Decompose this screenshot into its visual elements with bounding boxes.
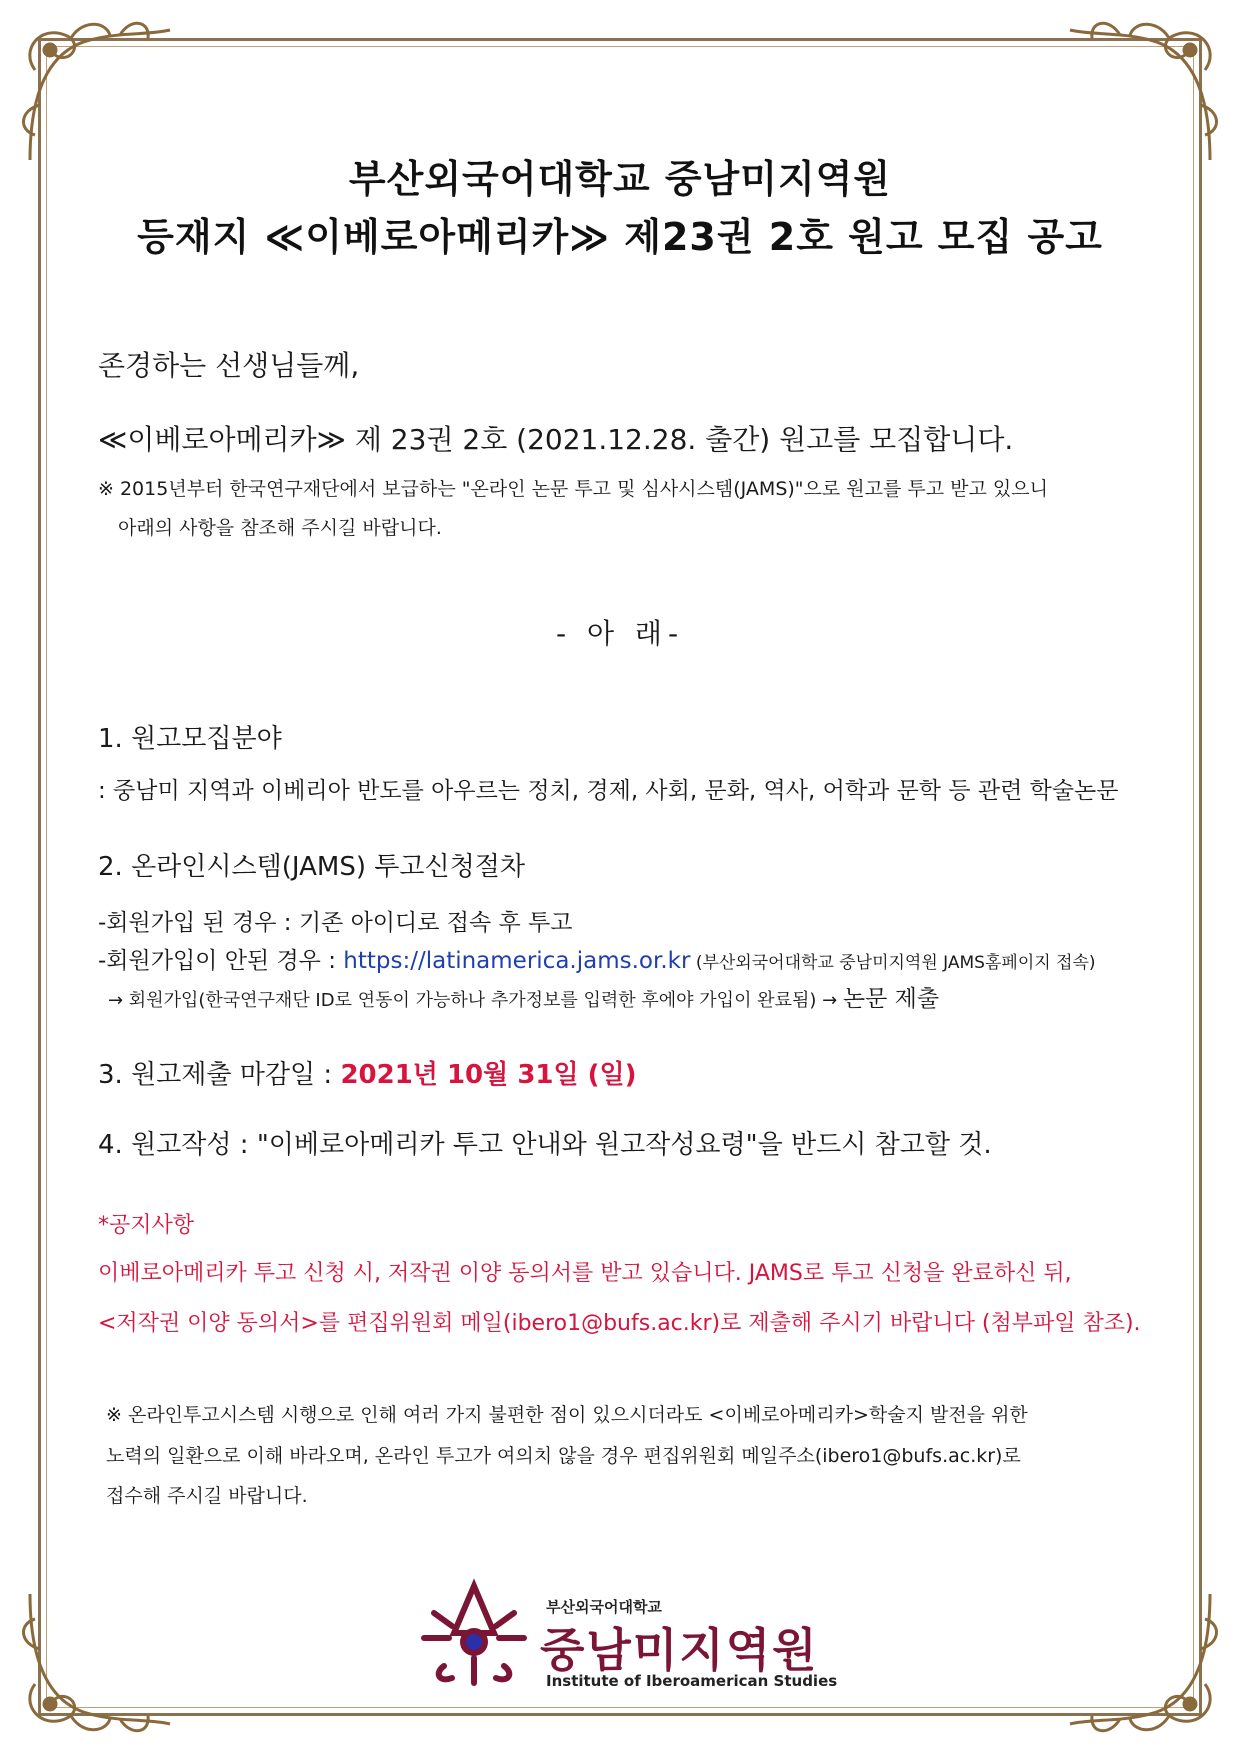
jams-link-note: (부산외국어대학교 중남미지역원 JAMS홈페이지 접속) — [690, 953, 1096, 973]
logo-university-name: 부산외국어대학교 — [546, 1598, 662, 1616]
intro-text: ≪이베로아메리카≫ 제 23권 2호 (2021.12.28. 출간) 원고를 모집합니다. — [98, 423, 1014, 456]
logo-institute-name: 중남미지역원 — [540, 1623, 819, 1677]
corner-ornament-icon — [10, 1574, 180, 1744]
notice-heading: *공지사항 — [98, 1213, 195, 1238]
section1-heading: 1. 원고모집분야 — [98, 724, 282, 754]
signup-steps-text: → 회원가입(한국연구재단 ID로 연동이 가능하나 추가정보를 입력한 후에야 가입이 완료됨) → — [108, 990, 843, 1011]
section2-heading: 2. 온라인시스템(JAMS) 투고신청절차 — [98, 852, 525, 882]
section2-nonmember-line — [98, 942, 1096, 975]
signup-steps-end: 논문 제출 — [842, 986, 940, 1012]
section4-guideline: 4. 원고작성 : "이베로아메리카 투고 안내와 원고작성요령"을 반드시 참고할 것. — [98, 1130, 992, 1160]
jams-link[interactable]: https://latinamerica.jams.or.kr — [343, 948, 691, 974]
page-title-line1: 부산외국어대학교 중남미지역원 — [348, 157, 892, 201]
footer-note-line2: 노력의 일환으로 이해 바라오며, 온라인 투고가 여의치 않을 경우 편집위원회 메일주소(ibero1@bufs.ac.kr)로 — [106, 1445, 1021, 1467]
footer-note-line3: 접수해 주시길 바랍니다. — [106, 1485, 308, 1507]
section2-signup-steps — [108, 980, 939, 1013]
notice-line2: <저작권 이양 동의서>를 편집위원회 메일(ibero1@bufs.ac.kr)로 제출해 주시기 바랍니다 (첨부파일 참조). — [98, 1311, 1141, 1336]
notice-line1: 이베로아메리카 투고 신청 시, 저작권 이양 동의서를 받고 있습니다. JAMS로 투고 신청을 완료하신 뒤, — [98, 1261, 1072, 1286]
section2-member-line: -회원가입 된 경우 : 기존 아이디로 접속 후 투고 — [98, 910, 573, 936]
jams-note-line1: ※ 2015년부터 한국연구재단에서 보급하는 "온라인 논문 투고 및 심사시스템(JAMS)"으로 원고를 투고 받고 있으니 — [98, 478, 1048, 500]
footer-note-line1: ※ 온라인투고시스템 시행으로 인해 여러 가지 불편한 점이 있으시더라도 <이베로아메리카>학술지 발전을 위한 — [106, 1404, 1028, 1426]
nonmember-label: -회원가입이 안된 경우 : — [98, 948, 344, 974]
logo-institute-english: Institute of Iberoamerican Studies — [546, 1672, 838, 1690]
section1-description: : 중남미 지역과 이베리아 반도를 아우르는 정치, 경제, 사회, 문화, 역사, 어학과 문학 등 관련 학술논문 — [98, 778, 1119, 804]
greeting: 존경하는 선생님들께, — [98, 349, 360, 382]
section3-deadline — [98, 1054, 637, 1091]
corner-ornament-icon — [1060, 1574, 1230, 1744]
section-divider-label: - 아 래- — [555, 617, 685, 650]
jams-note-line2: 아래의 사항을 참조해 주시길 바랍니다. — [118, 517, 442, 539]
page-title-line2: 등재지 ≪이베로아메리카≫ 제23권 2호 원고 모집 공고 — [137, 215, 1103, 259]
deadline-date: 2021년 10월 31일 (일) — [340, 1060, 637, 1090]
deadline-label: 3. 원고제출 마감일 : — [98, 1060, 341, 1090]
